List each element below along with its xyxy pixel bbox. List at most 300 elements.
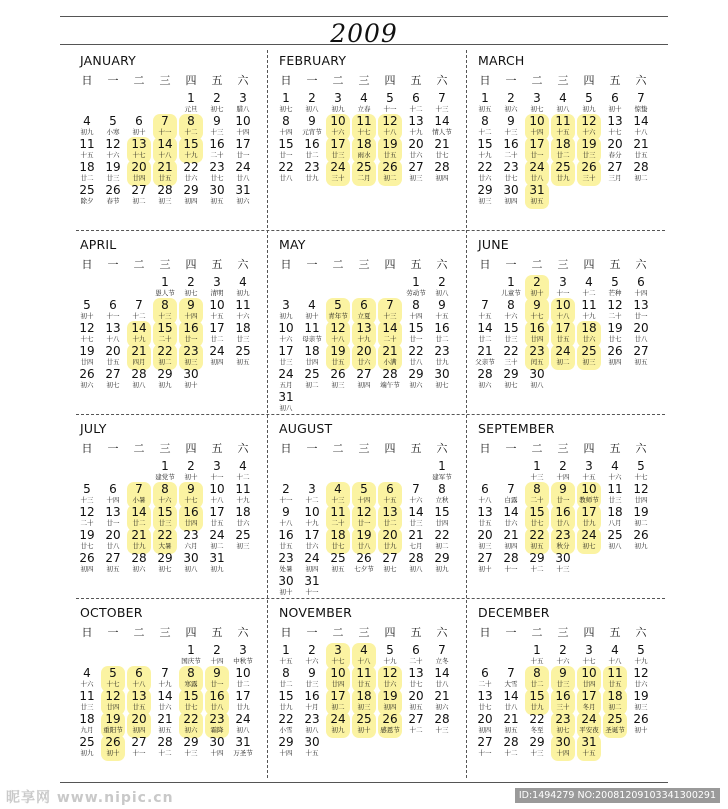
day-cell <box>351 115 377 137</box>
month-april <box>72 230 271 414</box>
day-number: 24 <box>304 551 320 565</box>
lunar-label: 十八 <box>106 335 120 343</box>
lunar-label: 初八 <box>184 565 198 573</box>
lunar-label: 十三 <box>530 749 544 757</box>
day-cell <box>178 345 204 367</box>
day-number: 7 <box>438 643 446 657</box>
row-divider <box>76 598 665 599</box>
lunar-label: 十一 <box>210 473 224 481</box>
day-cell <box>550 644 576 666</box>
lunar-label: 十六 <box>582 128 596 136</box>
day-number: 25 <box>607 528 623 542</box>
lunar-label: 十四 <box>236 128 250 136</box>
lunar-label: 初九 <box>236 289 250 297</box>
day-cell <box>299 345 325 367</box>
day-cell <box>204 552 230 574</box>
day-number: 3 <box>334 643 342 657</box>
day-cell <box>576 483 602 505</box>
day-cell <box>576 161 602 183</box>
day-number: 30 <box>529 367 545 381</box>
lunar-label: 小暑 <box>132 496 146 504</box>
day-number: 29 <box>408 367 424 381</box>
day-cell <box>100 690 126 712</box>
day-number: 1 <box>438 459 446 473</box>
day-number: 18 <box>607 505 623 519</box>
day-cell <box>152 483 178 505</box>
day-number: 13 <box>105 505 121 519</box>
lunar-label: 初八 <box>279 404 293 412</box>
lunar-label: 八月 <box>608 519 622 527</box>
lunar-label: 十九 <box>634 657 648 665</box>
top-rule <box>60 16 668 17</box>
day-number: 3 <box>334 91 342 105</box>
day-cell <box>273 115 299 137</box>
weekday-header: 三 <box>557 626 569 639</box>
day-cell <box>429 368 455 390</box>
day-cell <box>351 644 377 666</box>
lunar-label: 廿三 <box>409 519 423 527</box>
lunar-label: 初八 <box>409 565 423 573</box>
weekday-header: 一 <box>306 626 318 639</box>
day-cell <box>403 552 429 574</box>
lunar-label: 初六 <box>80 381 94 389</box>
lunar-label: 初二 <box>383 174 397 182</box>
day-number: 7 <box>507 482 515 496</box>
day-number: 16 <box>209 137 225 151</box>
day-cell <box>299 736 325 758</box>
month-may <box>271 230 470 414</box>
lunar-label: 廿三 <box>556 680 570 688</box>
day-cell <box>74 552 100 574</box>
lunar-label: 廿五 <box>478 519 492 527</box>
day-number: 5 <box>109 666 117 680</box>
day-number: 19 <box>382 689 398 703</box>
day-number: 13 <box>356 321 372 335</box>
day-cell <box>299 506 325 528</box>
weekday-header: 五 <box>211 442 223 455</box>
lunar-label: 十一 <box>305 588 319 596</box>
day-number: 4 <box>559 91 567 105</box>
lunar-label: 初六 <box>409 381 423 389</box>
day-cell <box>152 368 178 390</box>
day-number: 20 <box>633 321 649 335</box>
day-cell <box>204 736 230 758</box>
lunar-label: 初五 <box>210 197 224 205</box>
day-number: 17 <box>330 689 346 703</box>
lunar-label: 冬至 <box>530 726 544 734</box>
day-number: 12 <box>105 137 121 151</box>
lunar-label: 十二 <box>504 749 518 757</box>
lunar-label: 廿六 <box>582 335 596 343</box>
day-cell <box>576 299 602 321</box>
lunar-label: 初五 <box>331 565 345 573</box>
day-number: 14 <box>131 505 147 519</box>
lunar-label: 儿童节 <box>501 289 521 297</box>
day-cell <box>178 552 204 574</box>
day-cell <box>498 552 524 574</box>
day-cell <box>524 161 550 183</box>
lunar-label: 十六 <box>608 473 622 481</box>
day-cell <box>550 115 576 137</box>
weekday-header: 五 <box>609 74 621 87</box>
day-cell <box>178 690 204 712</box>
lunar-label: 初八 <box>305 105 319 113</box>
day-cell <box>602 644 628 666</box>
day-cell <box>498 115 524 137</box>
day-number: 15 <box>408 321 424 335</box>
day-cell <box>377 483 403 505</box>
day-cell <box>576 322 602 344</box>
lunar-label: 十三 <box>80 496 94 504</box>
day-cell <box>351 138 377 160</box>
day-number: 29 <box>529 735 545 749</box>
lunar-label: 廿二 <box>305 151 319 159</box>
day-number: 13 <box>633 298 649 312</box>
day-number: 18 <box>304 344 320 358</box>
day-number: 21 <box>503 712 519 726</box>
lunar-label: 初五 <box>236 358 250 366</box>
day-number: 29 <box>157 367 173 381</box>
lunar-label: 十一 <box>504 565 518 573</box>
day-cell <box>126 529 152 551</box>
day-number: 9 <box>559 482 567 496</box>
lunar-label: 廿八 <box>435 680 449 688</box>
day-number: 22 <box>408 344 424 358</box>
day-number: 19 <box>79 344 95 358</box>
day-cell <box>273 644 299 666</box>
day-cell <box>524 460 550 482</box>
weekday-header: 日 <box>81 442 93 455</box>
lunar-label: 十五 <box>305 749 319 757</box>
day-cell <box>100 345 126 367</box>
day-number: 5 <box>611 275 619 289</box>
day-cell <box>230 644 256 666</box>
day-number: 2 <box>308 91 316 105</box>
month-name: JUNE <box>478 237 509 252</box>
lunar-label: 十四 <box>634 289 648 297</box>
day-number: 23 <box>503 160 519 174</box>
day-number: 17 <box>581 505 597 519</box>
day-cell <box>628 276 654 298</box>
day-number: 25 <box>555 160 571 174</box>
day-number: 31 <box>278 390 294 404</box>
lunar-label: 十三 <box>331 496 345 504</box>
day-number: 17 <box>209 505 225 519</box>
day-number: 8 <box>481 114 489 128</box>
day-number: 20 <box>477 528 493 542</box>
day-cell <box>429 115 455 137</box>
lunar-label: 廿四 <box>132 174 146 182</box>
day-number: 11 <box>356 666 372 680</box>
month-name: OCTOBER <box>80 605 143 620</box>
month-name: NOVEMBER <box>279 605 352 620</box>
day-number: 11 <box>235 298 251 312</box>
day-number: 1 <box>161 459 169 473</box>
day-cell <box>100 736 126 758</box>
lunar-label: 初七 <box>184 289 198 297</box>
lunar-label: 廿七 <box>435 151 449 159</box>
day-cell <box>628 161 654 183</box>
day-cell <box>230 92 256 114</box>
month-name: MARCH <box>478 53 525 68</box>
day-cell <box>351 322 377 344</box>
day-number: 16 <box>183 505 199 519</box>
day-cell <box>351 161 377 183</box>
day-number: 10 <box>304 505 320 519</box>
day-cell <box>74 667 100 689</box>
lunar-label: 廿九 <box>383 542 397 550</box>
day-cell <box>351 667 377 689</box>
day-number: 5 <box>83 482 91 496</box>
day-cell <box>498 92 524 114</box>
day-cell <box>403 690 429 712</box>
day-cell <box>230 483 256 505</box>
day-number: 21 <box>131 528 147 542</box>
day-cell <box>472 552 498 574</box>
lunar-label: 十六 <box>158 496 172 504</box>
day-number: 3 <box>533 91 541 105</box>
day-number: 13 <box>105 321 121 335</box>
day-number: 28 <box>503 551 519 565</box>
day-number: 24 <box>581 712 597 726</box>
day-cell <box>230 713 256 735</box>
day-number: 8 <box>161 298 169 312</box>
day-cell <box>524 506 550 528</box>
day-cell <box>472 736 498 758</box>
day-number: 5 <box>585 91 593 105</box>
day-cell <box>74 138 100 160</box>
day-cell <box>100 529 126 551</box>
day-number: 20 <box>356 344 372 358</box>
lunar-label: 廿九 <box>236 703 250 711</box>
day-number: 5 <box>83 298 91 312</box>
day-cell <box>628 138 654 160</box>
day-cell <box>273 161 299 183</box>
weekday-header: 四 <box>384 626 396 639</box>
day-number: 30 <box>434 367 450 381</box>
month-september <box>470 414 669 598</box>
day-cell <box>628 667 654 689</box>
lunar-label: 十六 <box>236 312 250 320</box>
bottom-rule <box>60 782 668 783</box>
lunar-label: 十一 <box>478 749 492 757</box>
day-number: 27 <box>607 160 623 174</box>
day-cell <box>524 552 550 574</box>
day-cell <box>576 667 602 689</box>
month-name: DECEMBER <box>478 605 550 620</box>
day-number: 15 <box>503 321 519 335</box>
lunar-label: 廿三 <box>279 358 293 366</box>
day-number: 28 <box>382 367 398 381</box>
weekday-header: 日 <box>280 626 292 639</box>
weekday-header: 四 <box>583 626 595 639</box>
lunar-label: 十三 <box>435 726 449 734</box>
lunar-label: 初九 <box>634 542 648 550</box>
day-number: 11 <box>79 689 95 703</box>
day-cell <box>351 552 377 574</box>
weekday-header: 日 <box>81 258 93 271</box>
day-number: 26 <box>581 160 597 174</box>
weekday-header: 二 <box>133 74 145 87</box>
lunar-label: 初五 <box>530 197 544 205</box>
weekday-header: 四 <box>384 442 396 455</box>
lunar-label: 初八 <box>132 381 146 389</box>
month-name: APRIL <box>80 237 117 252</box>
day-number: 11 <box>79 137 95 151</box>
lunar-label: 廿八 <box>409 358 423 366</box>
day-number: 25 <box>304 367 320 381</box>
day-cell <box>204 529 230 551</box>
day-number: 26 <box>382 712 398 726</box>
day-cell <box>377 299 403 321</box>
weekday-header: 六 <box>436 258 448 271</box>
lunar-label: 初十 <box>634 726 648 734</box>
day-cell <box>576 644 602 666</box>
lunar-label: 廿九 <box>582 519 596 527</box>
day-cell <box>273 529 299 551</box>
weekday-header: 日 <box>479 626 491 639</box>
day-number: 7 <box>637 91 645 105</box>
weekday-header: 一 <box>107 74 119 87</box>
day-number: 12 <box>581 114 597 128</box>
day-cell <box>429 552 455 574</box>
day-number: 1 <box>533 643 541 657</box>
day-cell <box>299 575 325 597</box>
lunar-label: 十二 <box>132 312 146 320</box>
day-cell <box>472 161 498 183</box>
lunar-label: 廿六 <box>305 542 319 550</box>
day-cell <box>550 138 576 160</box>
day-cell <box>524 92 550 114</box>
lunar-label: 初十 <box>132 128 146 136</box>
day-cell <box>325 713 351 735</box>
day-number: 13 <box>408 114 424 128</box>
day-number: 19 <box>633 505 649 519</box>
day-cell <box>273 667 299 689</box>
lunar-label: 廿五 <box>158 174 172 182</box>
day-cell <box>602 483 628 505</box>
day-number: 7 <box>481 298 489 312</box>
day-cell <box>576 460 602 482</box>
day-cell <box>273 575 299 597</box>
lunar-label: 初四 <box>184 197 198 205</box>
day-number: 19 <box>79 528 95 542</box>
day-number: 2 <box>282 482 290 496</box>
day-cell <box>524 276 550 298</box>
day-cell <box>204 483 230 505</box>
lunar-label: 初七 <box>435 381 449 389</box>
day-cell <box>403 368 429 390</box>
day-number: 22 <box>157 528 173 542</box>
lunar-label: 初五 <box>478 105 492 113</box>
day-number: 30 <box>304 735 320 749</box>
lunar-label: 初九 <box>210 565 224 573</box>
day-number: 29 <box>183 183 199 197</box>
weekday-header: 六 <box>237 258 249 271</box>
day-cell <box>351 92 377 114</box>
day-number: 11 <box>304 321 320 335</box>
lunar-label: 初三 <box>409 174 423 182</box>
lunar-label: 小寒 <box>106 128 120 136</box>
day-cell <box>550 506 576 528</box>
lunar-label: 廿七 <box>80 542 94 550</box>
lunar-label: 初三 <box>478 542 492 550</box>
day-cell <box>152 529 178 551</box>
lunar-label: 廿八 <box>634 335 648 343</box>
day-cell <box>472 138 498 160</box>
day-cell <box>602 345 628 367</box>
day-number: 24 <box>529 160 545 174</box>
day-number: 23 <box>434 344 450 358</box>
day-number: 26 <box>607 344 623 358</box>
lunar-label: 初十 <box>608 105 622 113</box>
day-cell <box>230 736 256 758</box>
day-cell <box>472 299 498 321</box>
lunar-label: 初三 <box>634 703 648 711</box>
lunar-label: 十九 <box>357 335 371 343</box>
day-number: 12 <box>633 666 649 680</box>
day-cell <box>126 115 152 137</box>
lunar-label: 二十 <box>383 335 397 343</box>
lunar-label: 三月 <box>608 174 622 182</box>
lunar-label: 端午节 <box>380 381 400 389</box>
lunar-label: 十二 <box>409 726 423 734</box>
weekday-header: 六 <box>635 626 647 639</box>
lunar-label: 十八 <box>279 519 293 527</box>
lunar-label: 廿九 <box>556 174 570 182</box>
lunar-label: 雨水 <box>357 151 371 159</box>
day-number: 2 <box>187 275 195 289</box>
lunar-label: 二十 <box>409 657 423 665</box>
day-cell <box>230 690 256 712</box>
day-cell <box>152 713 178 735</box>
day-number: 3 <box>213 275 221 289</box>
lunar-label: 廿三 <box>236 335 250 343</box>
day-number: 5 <box>637 459 645 473</box>
lunar-label: 初四 <box>357 381 371 389</box>
day-number: 25 <box>235 528 251 542</box>
day-cell <box>628 115 654 137</box>
day-cell <box>524 345 550 367</box>
day-number: 3 <box>308 482 316 496</box>
day-number: 17 <box>581 689 597 703</box>
day-number: 12 <box>382 666 398 680</box>
day-number: 20 <box>131 712 147 726</box>
lunar-label: 十五 <box>383 496 397 504</box>
lunar-label: 十七 <box>184 496 198 504</box>
day-number: 14 <box>434 666 450 680</box>
lunar-label: 廿一 <box>236 151 250 159</box>
day-number: 5 <box>334 298 342 312</box>
lunar-label: 初二 <box>331 703 345 711</box>
day-number: 31 <box>529 183 545 197</box>
day-cell <box>429 460 455 482</box>
lunar-label: 廿六 <box>504 519 518 527</box>
row-divider <box>76 230 665 231</box>
day-cell <box>299 690 325 712</box>
lunar-label: 初十 <box>305 312 319 320</box>
day-number: 19 <box>356 528 372 542</box>
day-cell <box>204 276 230 298</box>
lunar-label: 元旦 <box>184 105 198 113</box>
lunar-label: 廿四 <box>106 703 120 711</box>
lunar-label: 十八 <box>608 657 622 665</box>
lunar-label: 廿九 <box>305 174 319 182</box>
lunar-label: 初十 <box>184 381 198 389</box>
lunar-label: 初二 <box>608 703 622 711</box>
day-cell <box>550 690 576 712</box>
day-cell <box>403 713 429 735</box>
